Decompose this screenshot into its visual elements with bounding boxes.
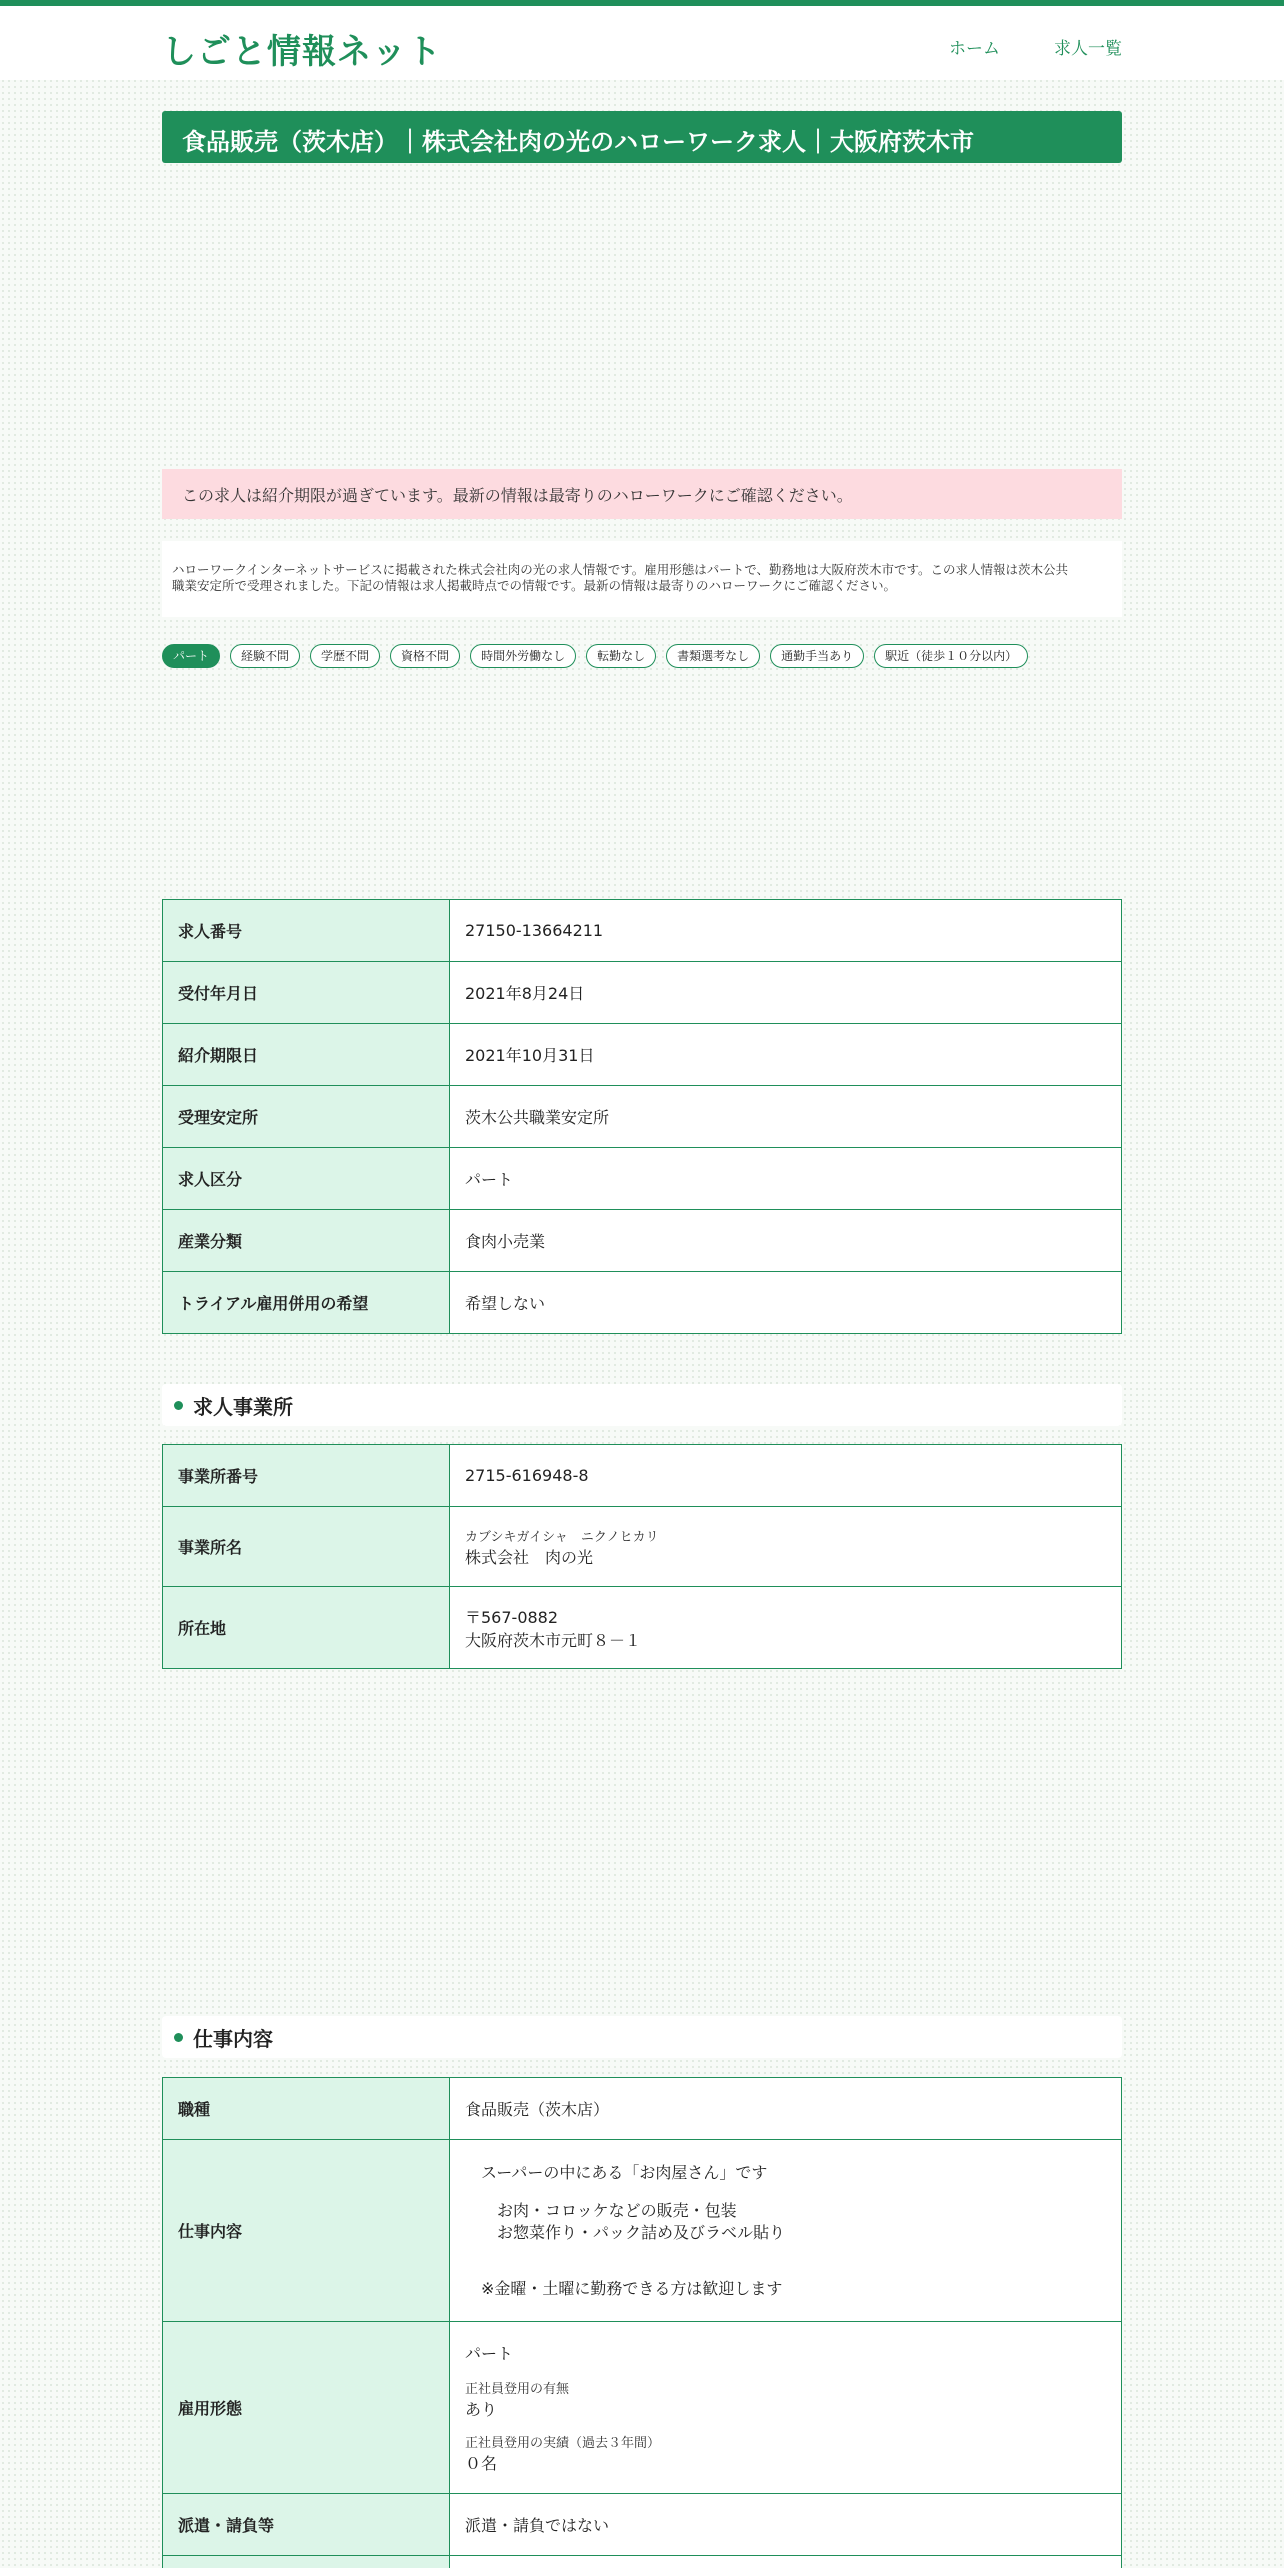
tag-list xyxy=(162,644,1122,668)
table-row xyxy=(163,1210,1122,1272)
row-label: トライアル雇用併用の希望 xyxy=(163,1272,450,1334)
basic-info-section xyxy=(162,899,1122,1334)
job-content-line: スーパーの中にある「お肉屋さん」です xyxy=(481,2162,768,2182)
address-cell xyxy=(450,1587,1122,1669)
tag: 通勤手当あり xyxy=(770,644,864,668)
page-title: 食品販売（茨木店）｜株式会社肉の光のハローワーク求人｜大阪府茨木市 xyxy=(162,111,1122,163)
job-content-line: ※金曜・土曜に勤務できる方は歓迎します xyxy=(481,2278,783,2298)
expired-alert: この求人は紹介期限が過ぎています。最新の情報は最寄りのハローワークにご確認ください。 xyxy=(162,469,1122,519)
row-value: 2021年8月24日 xyxy=(450,962,1122,1024)
job-section xyxy=(162,2077,1122,2568)
section-heading-text: 求人事業所 xyxy=(193,1394,293,1419)
table-row xyxy=(163,2140,1122,2322)
row-value xyxy=(450,2556,1122,2568)
office-name: 株式会社 肉の光 xyxy=(465,1547,594,1567)
table-row xyxy=(163,1024,1122,1086)
tag-employment-type: パート xyxy=(162,644,220,668)
table-row xyxy=(163,2322,1122,2494)
nav-home-link[interactable]: ホーム xyxy=(949,39,1000,59)
bullet-icon xyxy=(174,2033,183,2042)
nav-job-list-link[interactable]: 求人一覧 xyxy=(1054,39,1122,59)
row-label: 産業分類 xyxy=(163,1210,450,1272)
row-label: 仕事内容 xyxy=(163,2140,450,2322)
row-label: 求人番号 xyxy=(163,900,450,962)
row-label: 派遣・請負等 xyxy=(163,2494,450,2556)
fulltime-record-value: ０名 xyxy=(465,2454,498,2473)
row-value: 2021年10月31日 xyxy=(450,1024,1122,1086)
table-row xyxy=(163,1272,1122,1334)
office-number: 2715-616948-8 xyxy=(450,1445,1122,1507)
table-row xyxy=(163,900,1122,962)
row-label: 職種 xyxy=(163,2078,450,2140)
table-row xyxy=(163,1445,1122,1507)
section-heading-employer xyxy=(162,1384,1122,1426)
employer-table xyxy=(162,1444,1122,1669)
postal-code: 〒567-0882 xyxy=(465,1607,559,1627)
row-label: 求人区分 xyxy=(163,1148,450,1210)
employer-section xyxy=(162,1444,1122,1669)
table-row xyxy=(163,962,1122,1024)
tag: 転勤なし xyxy=(586,644,656,668)
dispatch-value: 派遣・請負ではない xyxy=(450,2494,1122,2556)
table-row xyxy=(163,2556,1122,2568)
bullet-icon xyxy=(174,1401,183,1410)
job-type: 食品販売（茨木店） xyxy=(450,2078,1122,2140)
table-row xyxy=(163,1587,1122,1669)
employment-cell xyxy=(450,2322,1122,2494)
tag: 書類選考なし xyxy=(666,644,760,668)
fulltime-record-label: 正社員登用の実績（過去３年間） xyxy=(465,2436,661,2451)
row-value: 茨木公共職業安定所 xyxy=(450,1086,1122,1148)
tag: 資格不問 xyxy=(390,644,460,668)
tag: 時間外労働なし xyxy=(470,644,576,668)
fulltime-value: あり xyxy=(465,2400,498,2419)
intro-text xyxy=(162,541,1122,617)
section-heading-job xyxy=(162,2016,1122,2058)
table-row xyxy=(163,2078,1122,2140)
basic-info-table xyxy=(162,899,1122,1334)
table-row xyxy=(163,1086,1122,1148)
job-content-line: お肉・コロッケなどの販売・包装 xyxy=(497,2200,737,2220)
site-header xyxy=(0,6,1284,80)
tag: 学歴不問 xyxy=(310,644,380,668)
row-label: 所在地 xyxy=(163,1587,450,1669)
row-value: 27150-13664211 xyxy=(450,900,1122,962)
job-content-cell xyxy=(450,2140,1122,2322)
employment-type: パート xyxy=(465,2344,514,2363)
row-value: パート xyxy=(450,1148,1122,1210)
office-name-kana: カブシキガイシャ ニクノヒカリ xyxy=(465,1529,659,1545)
section-heading-text: 仕事内容 xyxy=(193,2026,273,2051)
tag: 駅近（徒歩１０分以内） xyxy=(874,644,1028,668)
site-logo[interactable]: しごと情報ネット xyxy=(162,32,442,72)
table-row xyxy=(163,1507,1122,1587)
intro-line: 職業安定所で受理されました。下記の情報は求人掲載時点での情報です。最新の情報は最寄りのハローワークにご確認ください。 xyxy=(172,578,897,593)
office-name-cell xyxy=(450,1507,1122,1587)
row-label xyxy=(163,2556,450,2568)
row-label: 受付年月日 xyxy=(163,962,450,1024)
row-label: 紹介期限日 xyxy=(163,1024,450,1086)
row-label: 受理安定所 xyxy=(163,1086,450,1148)
fulltime-label: 正社員登用の有無 xyxy=(465,2382,570,2397)
row-label: 雇用形態 xyxy=(163,2322,450,2494)
row-label: 事業所番号 xyxy=(163,1445,450,1507)
row-value: 食肉小売業 xyxy=(450,1210,1122,1272)
row-label: 事業所名 xyxy=(163,1507,450,1587)
intro-line: ハローワークインターネットサービスに掲載された株式会社肉の光の求人情報です。雇用形態はパートで、勤務地は大阪府茨木市です。この求人情報は茨木公共 xyxy=(172,562,1069,577)
job-table xyxy=(162,2077,1122,2568)
main-nav xyxy=(949,34,1122,59)
table-row xyxy=(163,1148,1122,1210)
row-value: 希望しない xyxy=(450,1272,1122,1334)
job-content-line: お惣菜作り・パック詰め及びラベル貼り xyxy=(497,2222,786,2242)
address: 大阪府茨木市元町８－１ xyxy=(465,1630,642,1650)
table-row xyxy=(163,2494,1122,2556)
tag: 経験不問 xyxy=(230,644,300,668)
